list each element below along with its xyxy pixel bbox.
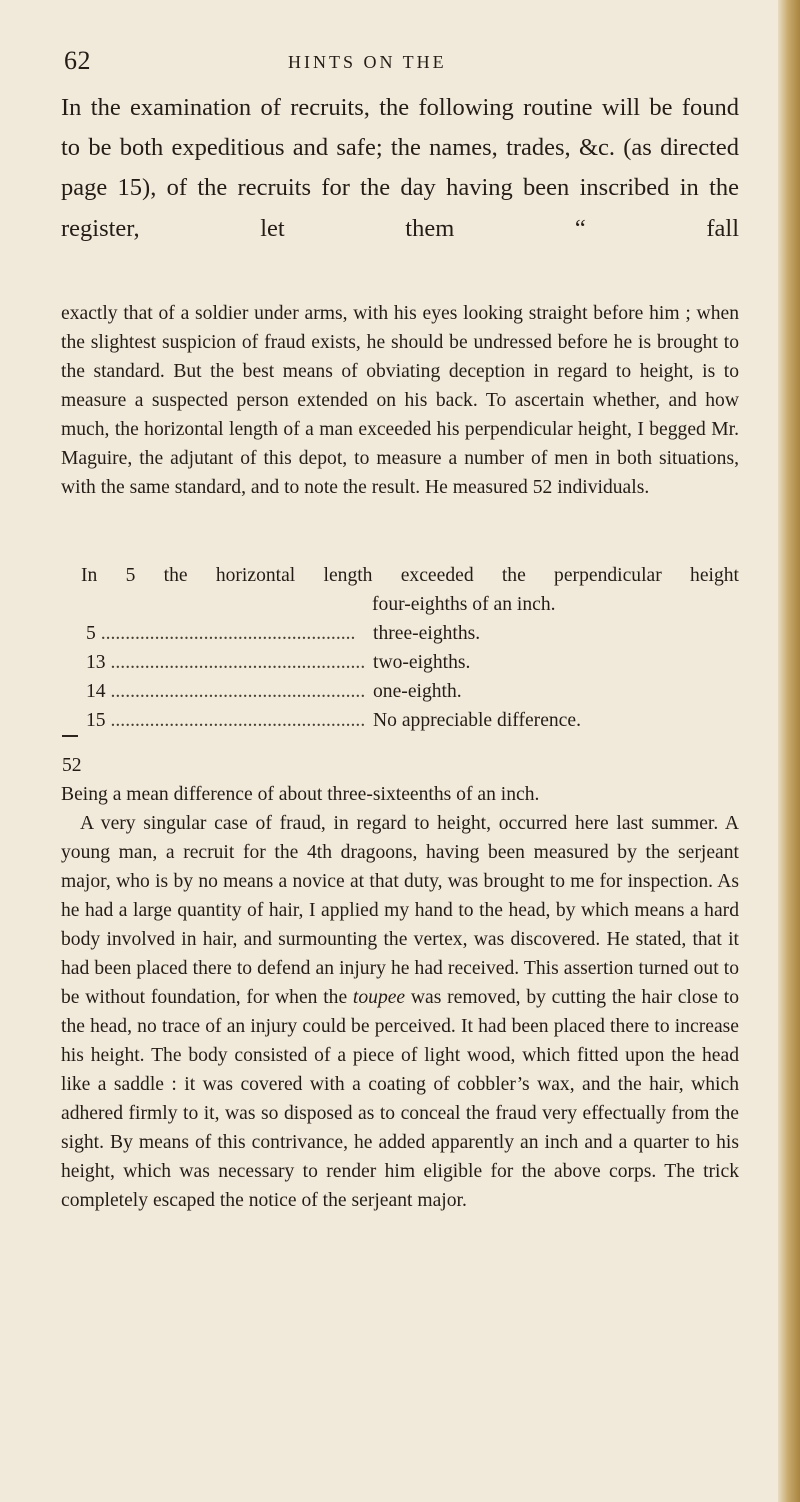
row-count: 13 — [86, 652, 106, 673]
page-number: 62 — [64, 46, 91, 75]
leader-dots: .................................................... — [95, 623, 356, 644]
table-row — [86, 677, 756, 706]
paragraph-intro: In the examination of recruits, the following routine will be found to be both expeditious and safe; the names, trades, &c. (as directed page 15), of the recruits for the day having been inscribed in the register, let them “ fall — [61, 94, 739, 242]
row-count: 15 — [86, 710, 106, 731]
paragraph-main: exactly that of a soldier under arms, with his eyes looking straight before him ; when the slightest suspicion of fraud exists, he should be undressed before he is brought to the standard. But the best means of obviating deception in regard to height, is to measure a suspected person extended on his back. To ascertain whether, and how much, the horizontal length of a man exceeded his perpendicular height, I begged Mr. Maguire, the adjutant of this depot, to measure a number of men in both situations, with the same standard, and to note the result. He measured 52 individuals. — [61, 303, 739, 498]
table-row — [86, 648, 756, 677]
running-head: HINTS ON THE — [288, 52, 447, 72]
row-label: two-eighths. — [373, 652, 471, 673]
leader-dots: .................................................... — [105, 710, 366, 731]
row-count: 5 — [86, 623, 96, 644]
page-edge-binding — [778, 0, 800, 1502]
row-count: 14 — [86, 681, 106, 702]
table-row — [86, 619, 756, 648]
leader-dots: .................................................... — [105, 652, 366, 673]
table-row — [86, 706, 756, 735]
paragraph-case — [61, 809, 739, 1215]
leader-dots: .................................................... — [105, 681, 366, 702]
case-text-part1: A very singular case of fraud, in regard to height, occurred here last summer. A young man, a recruit for the 4th dragoons, having been measured by the serjeant major, who is by no means a novice at that duty, was brought to me for inspection. As he had a large quantity of hair, I applied my hand to the head, by which means a hard body involved in hair, and surmounting the vertex, was discovered. He stated, that it had been placed there to defend an injury he had received. This assertion turned out to be without foundation, for when the — [61, 813, 739, 1008]
paragraph-mean: Being a mean difference of about three-sixteenths of an inch. — [61, 784, 540, 805]
row-label: three-eighths. — [373, 623, 481, 644]
row-label: No appreciable difference. — [373, 710, 581, 731]
case-italic-term: toupee — [352, 987, 406, 1008]
table-total: 52 — [62, 755, 82, 776]
table-first-line: In 5 the horizontal length exceeded the perpendicular height — [81, 565, 739, 586]
table-first-continuation: four-eighths of an inch. — [372, 594, 556, 615]
row-label: one-eighth. — [373, 681, 462, 702]
case-text-part2: was removed, by cutting the hair close to the head, no trace of an injury could be perceived. It had been placed there to increase his height. The body consisted of a piece of light wood, which fitted upon the head like a saddle : it was covered with a coating of cobbler’s wax, and the hair, which adhered firmly to it, was so disposed as to conceal the fraud very effectually from the sight. By means of this contrivance, he added apparently an inch and a quarter to his height, which was necessary to render him eligible for the above corps. The trick completely escaped the notice of the serjeant major. — [61, 987, 739, 1211]
sum-rule — [62, 735, 78, 737]
